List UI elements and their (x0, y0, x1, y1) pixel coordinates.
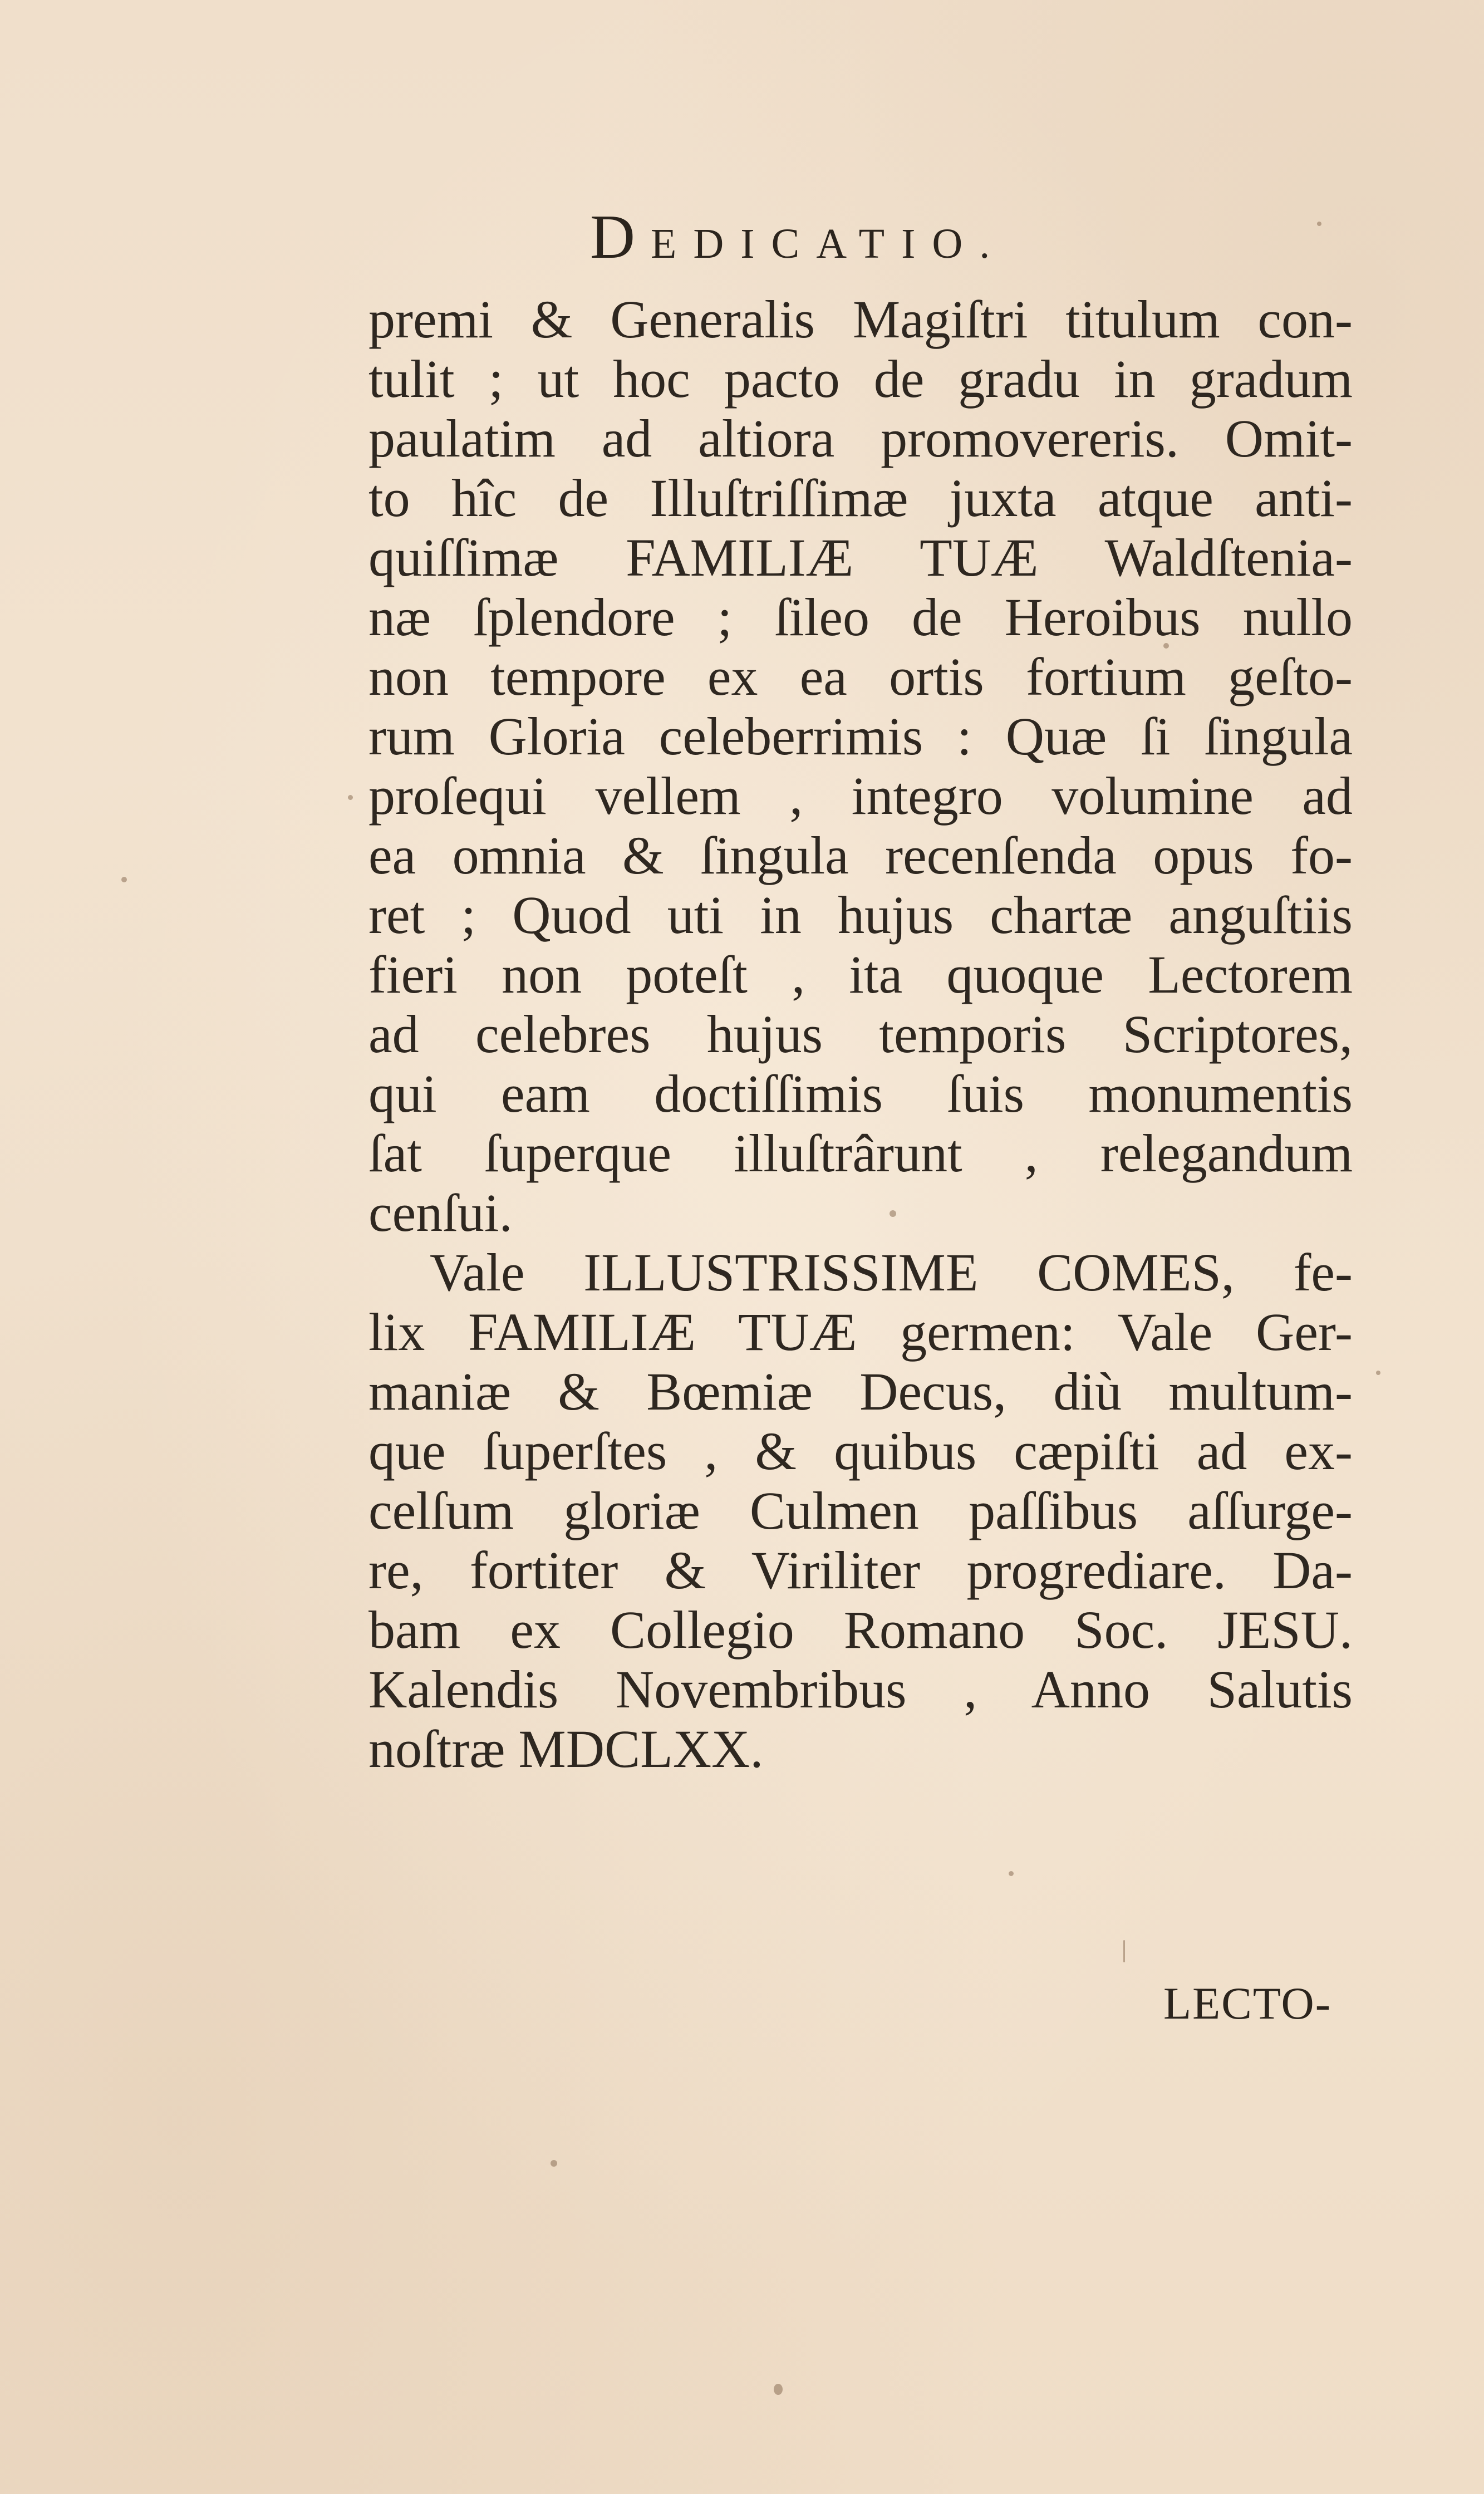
text-line: Kalendis Novembribus , Anno Salutis (368, 1660, 1353, 1719)
text-line: Vale ILLUSTRISSIME COMES, fe- (430, 1243, 1353, 1302)
text-line: re, fortiter & Viriliter progrediare. Da- (368, 1540, 1353, 1600)
text-line: proſequi vellem , integro volumine ad (368, 766, 1353, 826)
text-line: qui eam doctiſſimis ſuis monumentis (368, 1064, 1353, 1123)
paper-speck (1376, 1371, 1380, 1375)
text-line: ret ; Quod uti in hujus chartæ anguſtiis (368, 885, 1353, 945)
text-line: tulit ; ut hoc pacto de gradu in gradum (368, 349, 1353, 409)
paper-speck (348, 795, 353, 800)
text-line: rum Gloria celeberrimis : Quæ ſi ſingula (368, 706, 1353, 766)
running-head (590, 203, 1007, 272)
text-line: noſtræ MDCLXX. (368, 1719, 764, 1779)
paper-speck (551, 2160, 557, 2167)
paper-speck (121, 877, 127, 882)
paper-speck (1009, 1871, 1014, 1876)
running-head-initial: D (590, 203, 637, 272)
paper-speck (1123, 1940, 1125, 1962)
dedication-text (368, 289, 1353, 1779)
text-line: cenſui. (368, 1183, 513, 1243)
text-line: que ſuperſtes , & quibus cæpiſti ad ex- (368, 1421, 1353, 1481)
text-line: fieri non poteſt , ita quoque Lectorem (368, 945, 1353, 1004)
text-line: ſat ſuperque illuſtrârunt , relegandum (368, 1123, 1353, 1183)
text-line: bam ex Collegio Romano Soc. JESU. (368, 1600, 1353, 1660)
text-line: maniæ & Bœmiæ Decus, diù multum- (368, 1362, 1353, 1421)
paper-speck (774, 2384, 783, 2395)
text-line: paulatim ad altiora promovereris. Omit- (368, 409, 1353, 468)
text-line: to hîc de Illuſtriſſimæ juxta atque anti- (368, 468, 1353, 528)
text-line: ea omnia & ſingula recenſenda opus fo- (368, 826, 1353, 885)
text-line: næ ſplendore ; ſileo de Heroibus nullo (368, 587, 1353, 647)
text-line: lix FAMILIÆ TUÆ germen: Vale Ger- (368, 1302, 1353, 1362)
running-head-rest: EDICATIO. (650, 220, 1007, 267)
text-line: premi & Generalis Magiſtri titulum con- (368, 289, 1353, 349)
catchword: LECTO- (1163, 1978, 1332, 2029)
text-line: ad celebres hujus temporis Scriptores, (368, 1004, 1353, 1064)
paper-speck (1317, 222, 1321, 226)
text-line: quiſſimæ FAMILIÆ TUÆ Waldſtenia- (368, 528, 1353, 587)
text-line: celſum gloriæ Culmen paſſibus aſſurge- (368, 1481, 1353, 1540)
text-line: non tempore ex ea ortis fortium geſto- (368, 647, 1353, 706)
